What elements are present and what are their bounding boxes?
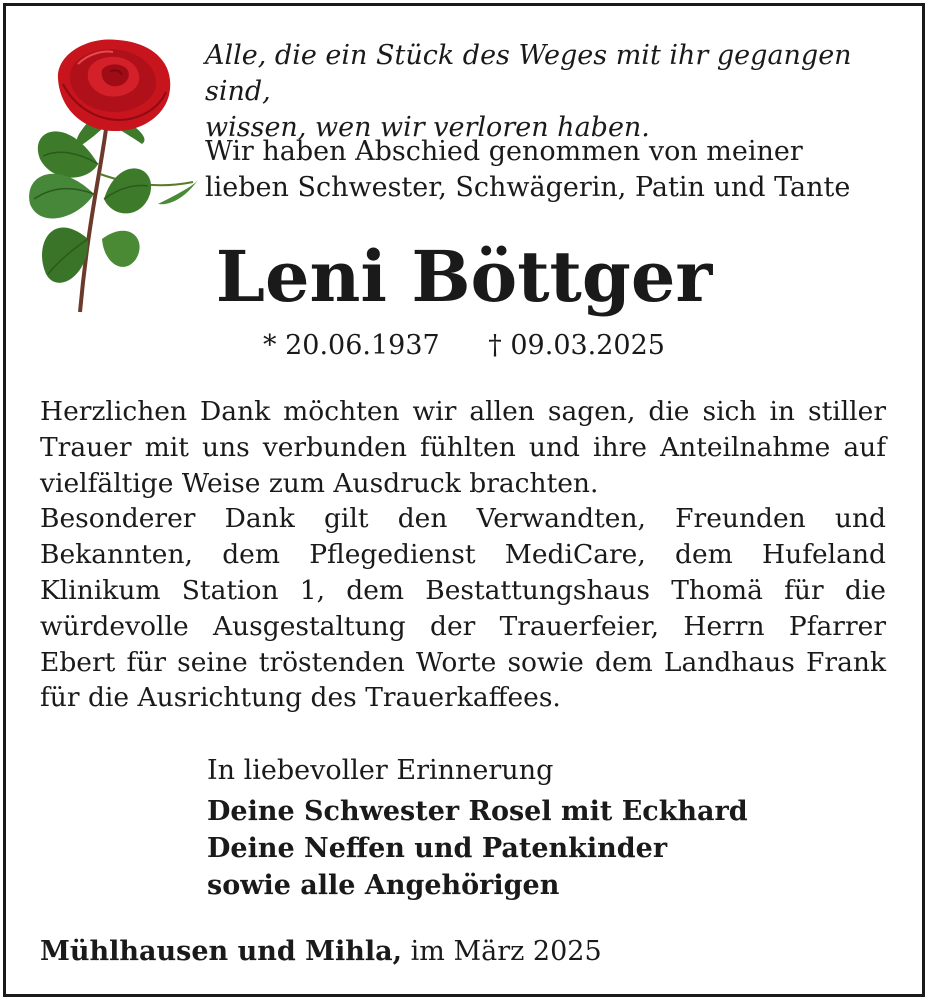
signer-line: Deine Schwester Rosel mit Eckhard [207, 796, 748, 827]
intro-line-1: Wir haben Abschied genommen von meiner [205, 136, 803, 167]
intro-text [205, 134, 905, 206]
intro-line-2: lieben Schwester, Schwägerin, Patin und Tante [205, 172, 851, 203]
closing-greeting: In liebevoller Erinnerung [207, 755, 554, 786]
signer-line: Deine Neffen und Patenkinder [207, 833, 668, 864]
place-and-date [40, 936, 900, 967]
motto-line-1: Alle, die ein Stück des Weges mit ihr gegangen sind, [205, 40, 852, 107]
life-dates [0, 330, 928, 361]
place-location: Mühlhausen und Mihla, [40, 936, 403, 967]
place-date: im März 2025 [410, 936, 602, 967]
deceased-name: Leni Böttger [215, 235, 713, 318]
birth-date: * 20.06.1937 [263, 330, 440, 361]
thanks-paragraph-2: Besonderer Dank gilt den Verwandten, Freunden und Bekannten, dem Pflegedienst MediCare, dem Hufeland Klinikum Station 1, dem Bestattungshaus Thomä für die würdevolle Ausgestaltung der Trauerfeier, Herrn Pfarrer Ebert für seine tröstenden Worte sowie dem Landhaus Frank für die Ausrichtung des Trauerkaffees. [40, 503, 886, 714]
closing-block [207, 752, 847, 904]
signer-line: sowie alle Angehörigen [207, 870, 560, 901]
thanks-text [40, 394, 886, 716]
thanks-paragraph-1: Herzlichen Dank möchten wir allen sagen, die sich in stiller Trauer mit uns verbunden fühlten und ihre Anteilnahme auf vielfältige Weise zum Ausdruck brachten. [40, 396, 886, 499]
motto-verse [205, 38, 905, 146]
death-date: † 09.03.2025 [488, 330, 665, 361]
motto-line-2: wissen, wen wir verloren haben. [205, 112, 650, 143]
